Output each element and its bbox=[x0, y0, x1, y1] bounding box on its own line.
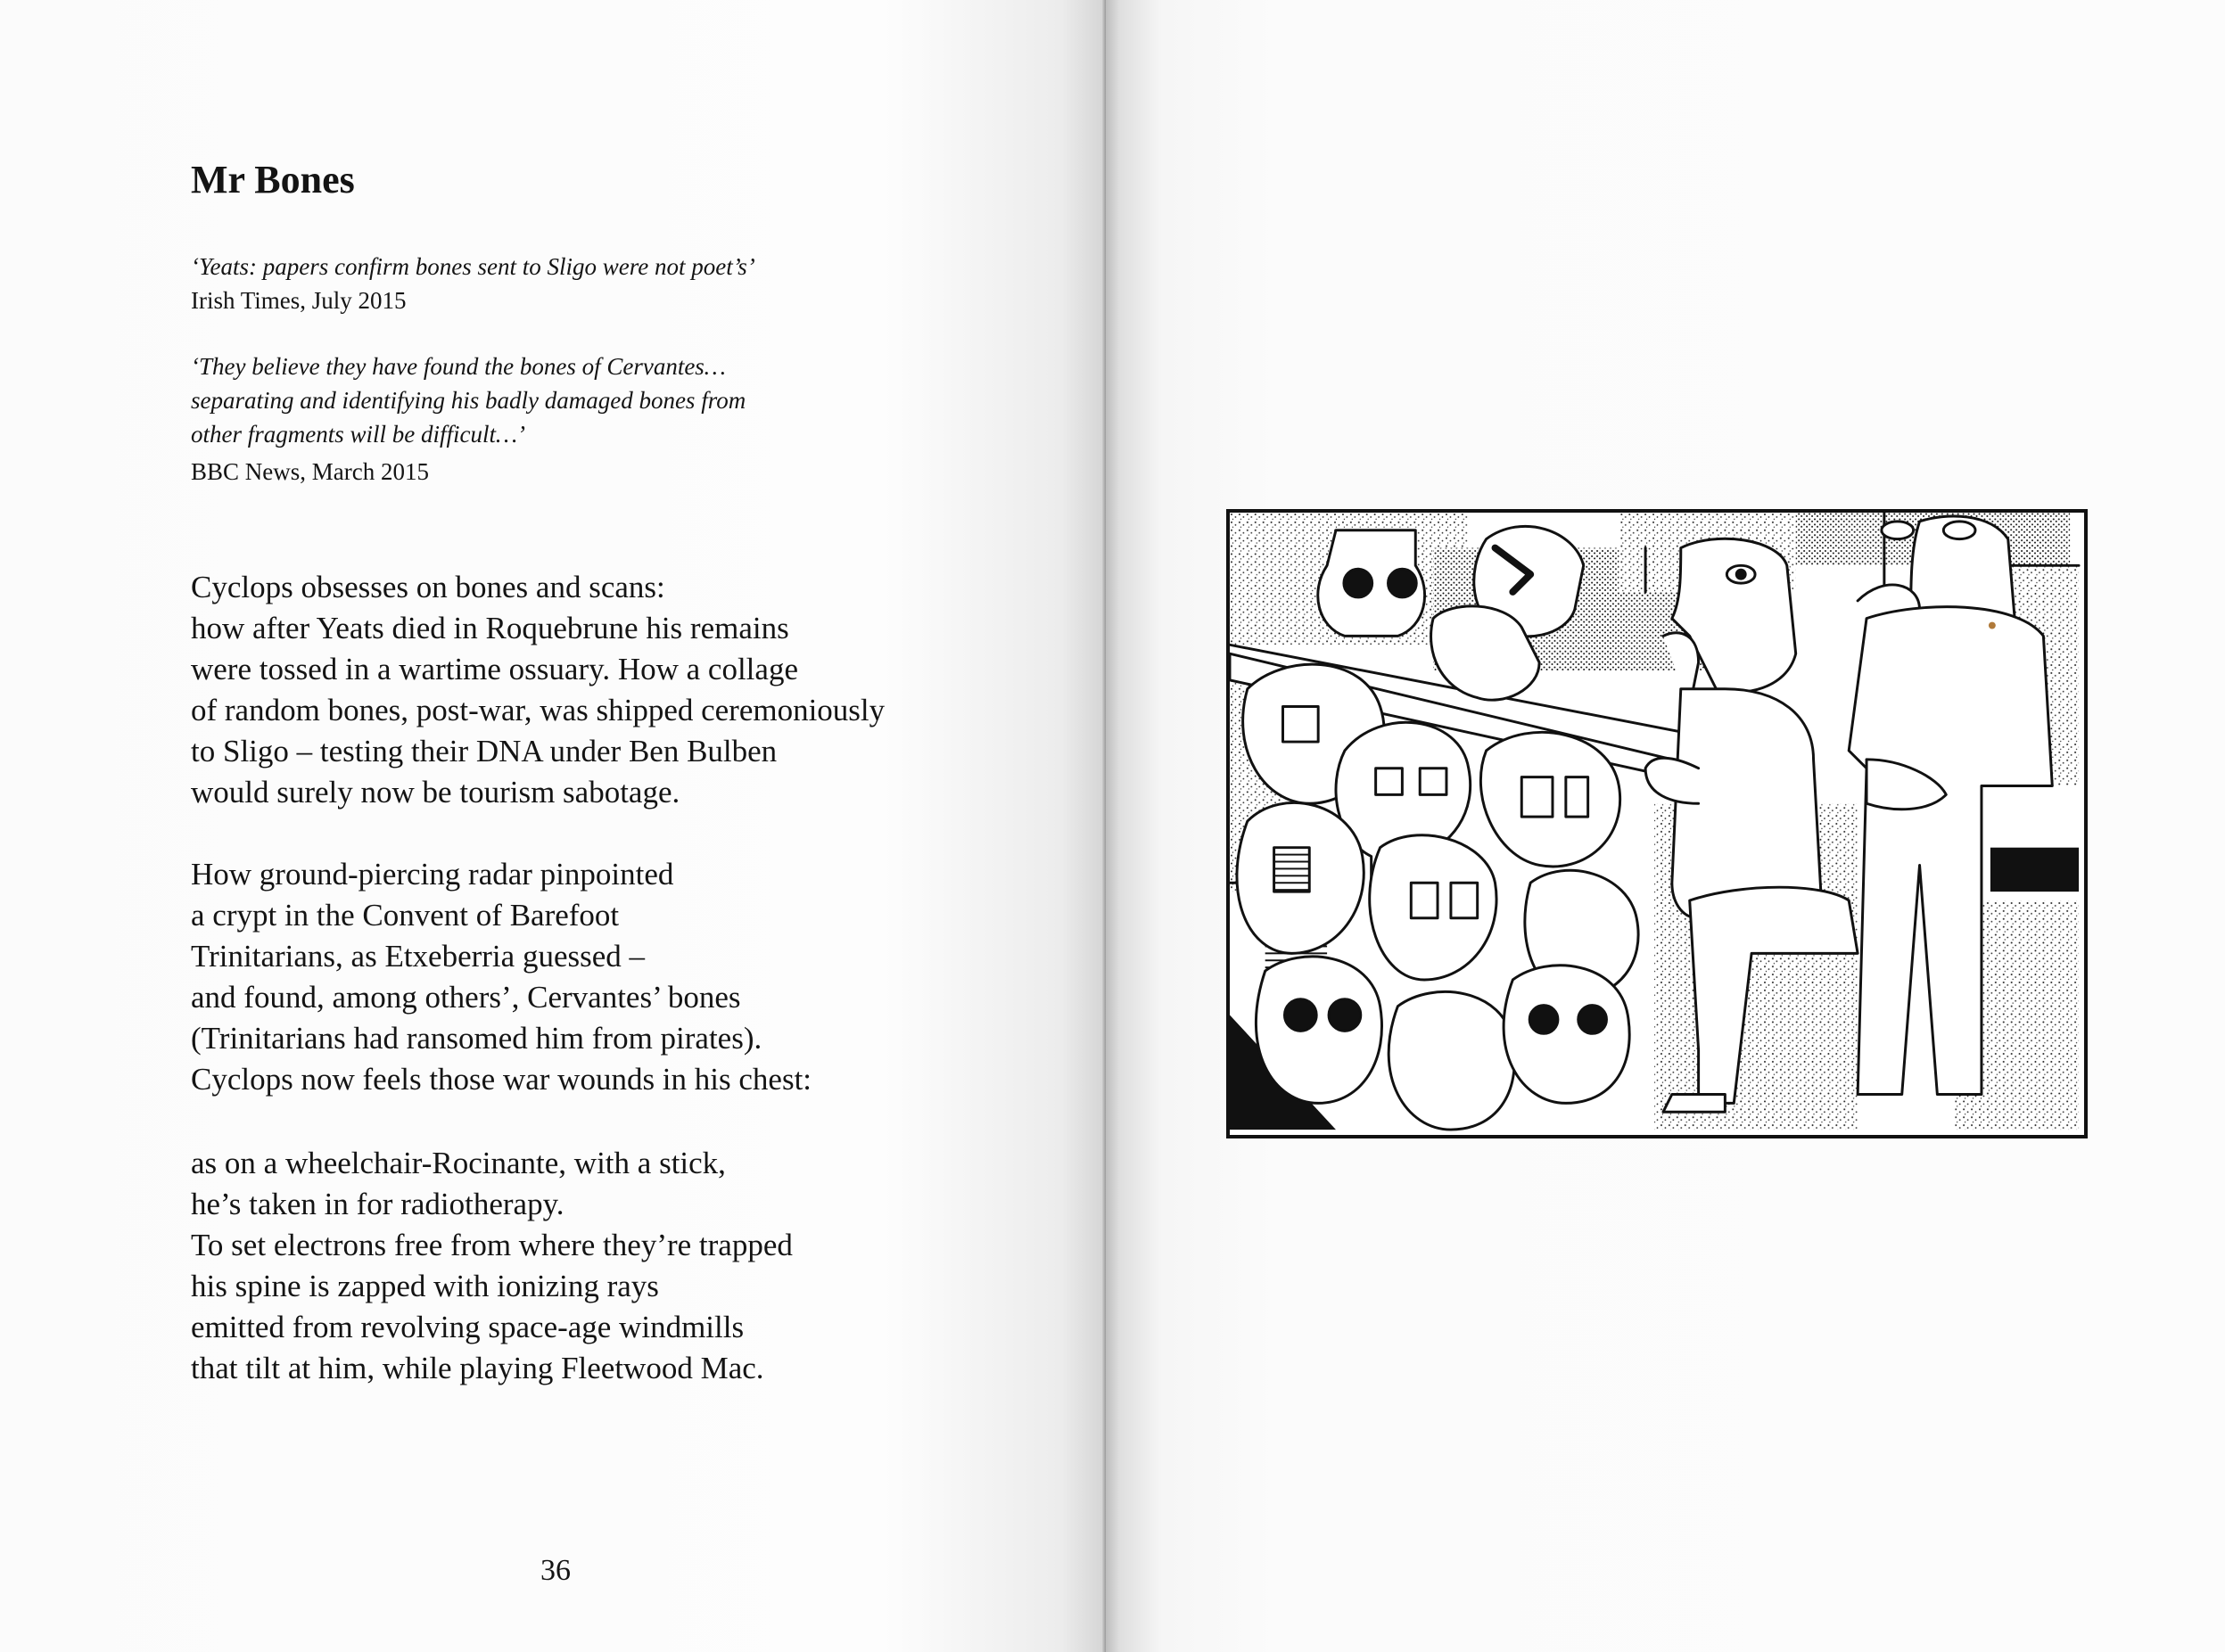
poem-line: Cyclops obsesses on bones and scans: bbox=[191, 570, 665, 604]
epigraph-quote: other fragments will be difficult…’ bbox=[191, 421, 525, 448]
poem-line: how after Yeats died in Roquebrune his remains bbox=[191, 611, 789, 645]
epigraph-source: Irish Times, July 2015 bbox=[191, 287, 407, 314]
poem-line: Cyclops now feels those war wounds in his chest: bbox=[191, 1062, 812, 1097]
poem-line: emitted from revolving space-age windmills bbox=[191, 1310, 745, 1344]
poem-line: to Sligo – testing their DNA under Ben Bulben bbox=[191, 734, 778, 768]
skulls-and-men-drawing-icon bbox=[1230, 513, 2084, 1135]
poem-line: his spine is zapped with ionizing rays bbox=[191, 1269, 659, 1303]
poem-title: Mr Bones bbox=[191, 158, 355, 201]
epigraph-quote: ‘They believe they have found the bones of Cervantes… bbox=[191, 353, 726, 380]
poem-line: How ground-piercing radar pinpointed bbox=[191, 857, 674, 892]
poem-line: of random bones, post-war, was shipped ceremoniously bbox=[191, 693, 886, 727]
epigraph-irish-times bbox=[191, 250, 755, 317]
ink-drawing-illustration bbox=[1226, 509, 2088, 1138]
poem-line: he’s taken in for radiotherapy. bbox=[191, 1187, 564, 1221]
poem-line: would surely now be tourism sabotage. bbox=[191, 775, 680, 810]
poem-line: a crypt in the Convent of Barefoot bbox=[191, 898, 620, 933]
epigraph-bbc bbox=[191, 349, 746, 489]
poem-line: as on a wheelchair-Rocinante, with a stick, bbox=[191, 1146, 726, 1180]
page-number: 36 bbox=[540, 1554, 571, 1587]
epigraph-quote: ‘Yeats: papers confirm bones sent to Sligo were not poet’s’ bbox=[191, 253, 755, 280]
poem-line: and found, among others’, Cervantes’ bones bbox=[191, 980, 741, 1015]
poem-line: Trinitarians, as Etxeberria guessed – bbox=[191, 939, 646, 974]
stanza-2 bbox=[191, 854, 812, 1100]
poem-line: that tilt at him, while playing Fleetwood Mac. bbox=[191, 1351, 764, 1385]
stanza-3 bbox=[191, 1143, 793, 1389]
poem-line: were tossed in a wartime ossuary. How a collage bbox=[191, 652, 798, 686]
stanza-1 bbox=[191, 567, 885, 813]
left-page bbox=[0, 0, 1106, 1652]
epigraph-source: BBC News, March 2015 bbox=[191, 458, 429, 485]
poem-line: To set electrons free from where they’re trapped bbox=[191, 1228, 793, 1262]
epigraph-quote: separating and identifying his badly damaged bones from bbox=[191, 387, 746, 414]
poem-line: (Trinitarians had ransomed him from pirates). bbox=[191, 1021, 762, 1056]
